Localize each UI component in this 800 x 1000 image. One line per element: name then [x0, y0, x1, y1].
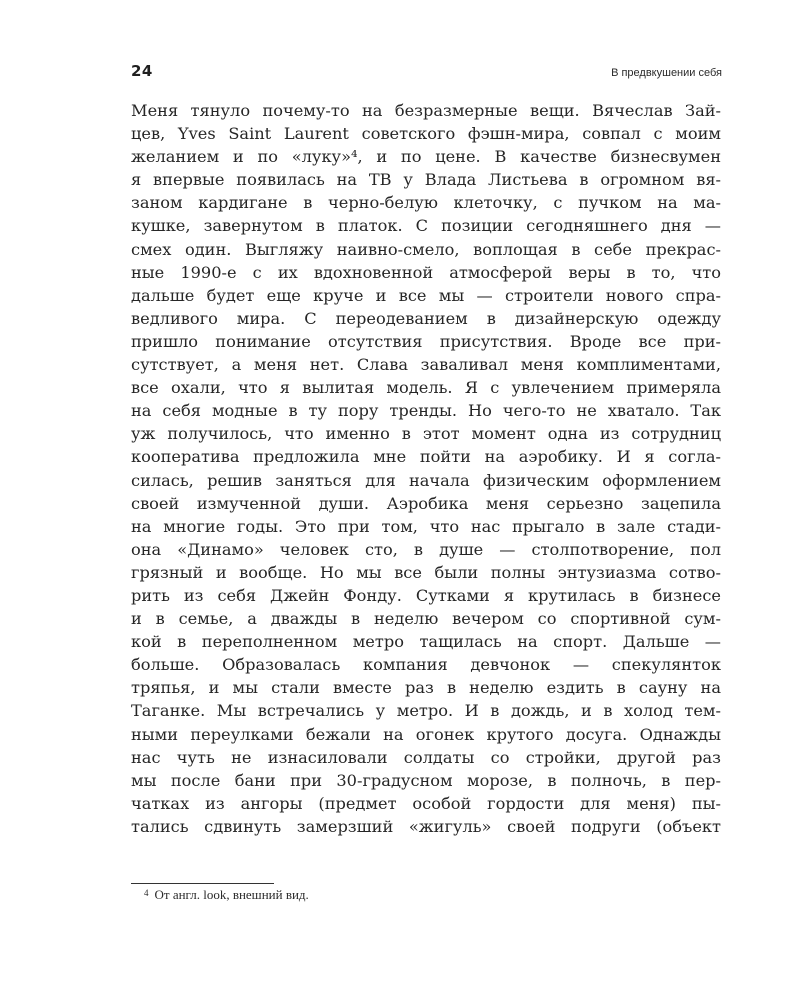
text-line: уж получилось, что именно в этот момент одна из сотрудниц: [131, 424, 721, 444]
text-line: нас чуть не изнасиловали солдаты со стройки, другой раз: [131, 747, 721, 767]
page-number: 24: [131, 62, 153, 80]
text-line: на себя модные в ту пору тренды. Но чего-то не хватало. Так: [131, 401, 721, 421]
text-line: рить из себя Джейн Фонду. Сутками я крутилась в бизнесе: [131, 585, 721, 605]
text-line: мы после бани при 30-градусном морозе, в полночь, в пер-: [131, 770, 721, 790]
text-line: пришло понимание отсутствия присутствия. Вроде все при-: [131, 331, 721, 351]
body-text: [131, 99, 721, 838]
text-line: тряпья, и мы стали вместе раз в неделю ездить в сауну на: [131, 678, 721, 698]
text-line: чатках из ангоры (предмет особой гордости для меня) пы-: [131, 793, 721, 813]
text-line: смех один. Выгляжу наивно-смело, воплощая в себе прекрас-: [131, 239, 721, 259]
footnote: [144, 887, 309, 903]
footnote-divider: [131, 883, 274, 884]
text-line: ными переулками бежали на огонек крутого досуга. Однажды: [131, 724, 721, 744]
text-line: и в семье, а дважды в неделю вечером со спортивной сум-: [131, 609, 721, 629]
text-line: дальше будет еще круче и все мы — строители нового спра-: [131, 285, 721, 305]
footnote-text: От англ. look, внешний вид.: [154, 887, 309, 902]
text-line: она «Динамо» человек сто, в душе — столпотворение, пол: [131, 539, 721, 559]
text-line: на многие годы. Это при том, что нас прыгало в зале стади-: [131, 516, 721, 536]
text-line: ные 1990-е с их вдохновенной атмосферой веры в то, что: [131, 262, 721, 282]
text-line: грязный и вообще. Но мы все были полны энтузиазма сотво-: [131, 562, 721, 582]
text-line: я впервые появилась на ТВ у Влада Листьева в огромном вя-: [131, 170, 721, 190]
text-line: кушке, завернутом в платок. С позиции сегодняшнего дня —: [131, 216, 721, 236]
text-line: силась, решив заняться для начала физическим оформлением: [131, 470, 721, 490]
text-line: все охали, что я вылитая модель. Я с увлечением примеряла: [131, 378, 721, 398]
text-line: заном кардигане в черно-белую клеточку, с пучком на ма-: [131, 193, 721, 213]
text-line: ведливого мира. С переодеванием в дизайнерскую одежду: [131, 308, 721, 328]
text-line: цев, Yves Saint Laurent советского фэшн-мира, совпал с моим: [131, 124, 721, 144]
text-line: больше. Образовалась компания девчонок — спекулянток: [131, 655, 721, 675]
text-line: своей измученной души. Аэробика меня серьезно зацепила: [131, 493, 721, 513]
running-title: В предвкушении себя: [611, 67, 722, 79]
text-line: сутствует, а меня нет. Слава заваливал меня комплиментами,: [131, 355, 721, 375]
page-header: [131, 58, 722, 86]
footnote-mark: 4: [144, 888, 149, 898]
text-line: тались сдвинуть замерзший «жигуль» своей подруги (объект: [131, 816, 721, 836]
text-line: Таганке. Мы встречались у метро. И в дождь, и в холод тем-: [131, 701, 721, 721]
text-line: Меня тянуло почему-то на безразмерные вещи. Вячеслав Зай-: [131, 101, 721, 120]
text-line: желанием и по «луку»⁴, и по цене. В качестве бизнесвумен: [131, 147, 721, 167]
text-line: кооператива предложила мне пойти на аэробику. И я согла-: [131, 447, 721, 467]
text-line: кой в переполненном метро тащилась на спорт. Дальше —: [131, 632, 721, 652]
